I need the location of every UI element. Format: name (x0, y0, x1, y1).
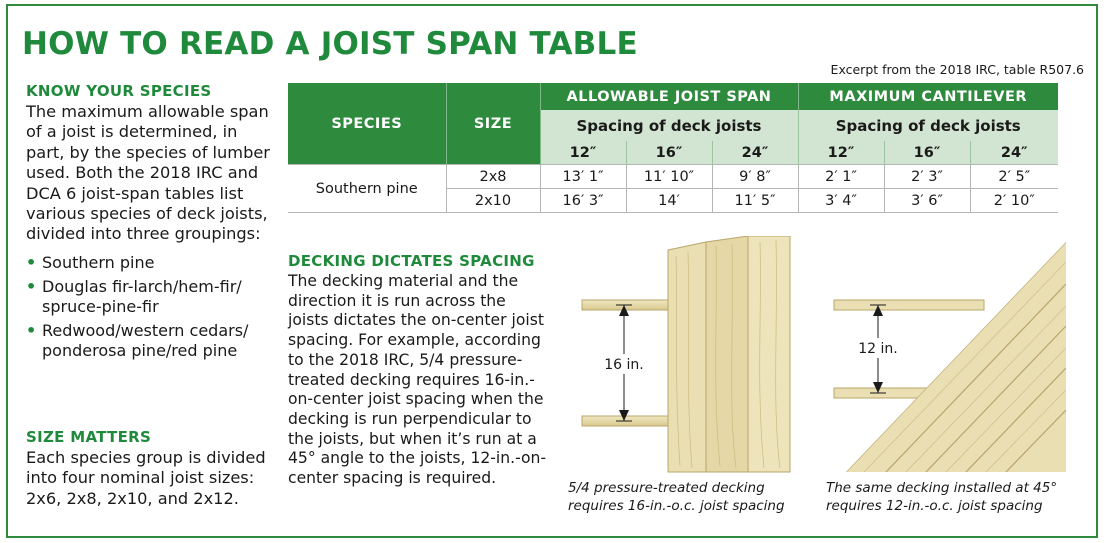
species-list (26, 253, 274, 361)
illustration-1-caption (568, 479, 785, 515)
table-cell: 2′ 3″ (884, 165, 970, 189)
table-cell: 11′ 10″ (626, 165, 712, 189)
table-cell: 9′ 8″ (712, 165, 798, 189)
table-cell: 2′ 1″ (798, 165, 884, 189)
diagonal-decking-illustration (826, 236, 1066, 474)
table-cell: 2′ 5″ (970, 165, 1058, 189)
caption-line: 5/4 pressure-treated decking (568, 480, 765, 496)
list-item: • Douglas fir-larch/hem-fir/ spruce-pine-fir (26, 277, 274, 317)
caption-line: The same decking installed at 45° (826, 480, 1058, 496)
decking-section (288, 252, 550, 489)
allowable-span-header: ALLOWABLE JOIST SPAN (540, 83, 798, 110)
perpendicular-decking-illustration (568, 236, 800, 474)
col-size-header: SIZE (446, 83, 540, 165)
table-cell: 14′ (626, 189, 712, 213)
know-species-heading: KNOW YOUR SPECIES (26, 82, 212, 100)
size-cell: 2x8 (446, 165, 540, 189)
caption-line: requires 12-in.-o.c. joist spacing (826, 498, 1043, 514)
joist-span-table (288, 83, 1058, 213)
max-cantilever-header: MAXIMUM CANTILEVER (798, 83, 1058, 110)
list-item: • Southern pine (26, 253, 274, 273)
table-cell: 16′ 3″ (540, 189, 626, 213)
table-cell: 2′ 10″ (970, 189, 1058, 213)
know-species-text: The maximum allowable span of a joist is determined, in part, by the species of lumber used. Both the 2018 IRC and DCA 6 joist-span tables list various species of deck joists, divided into three groupings: (26, 102, 270, 244)
cantilever-spacing-24: 24″ (970, 141, 1058, 165)
table-row (288, 165, 1058, 189)
size-matters-heading: SIZE MATTERS (26, 428, 152, 446)
source-note: Excerpt from the 2018 IRC, table R507.6 (830, 62, 1084, 77)
cantilever-spacing-16: 16″ (884, 141, 970, 165)
table-cell: 3′ 6″ (884, 189, 970, 213)
page-title: HOW TO READ A JOIST SPAN TABLE (22, 26, 638, 62)
size-matters-text: Each species group is divided into four nominal joist sizes: 2x6, 2x8, 2x10, and 2x12. (26, 448, 266, 508)
size-matters-section (26, 428, 274, 509)
decking-text: The decking material and the direction it is run across the joists dictates the on-center joist spacing. For example, according to the 2018 IRC, 5/4 pressure-treated decking requires 16-in.-on-center joist spacing when the decking is run perpendicular to the joists, but when it’s run at a 45° angle to the joists, 12-in.-on-center spacing is required. (288, 272, 547, 488)
caption-line: requires 16-in.-o.c. joist spacing (568, 498, 785, 514)
know-species-section (26, 82, 274, 365)
size-cell: 2x10 (446, 189, 540, 213)
spacing-dimension-label: 16 in. (604, 357, 644, 373)
col-species-header: SPECIES (288, 83, 446, 165)
decking-heading: DECKING DICTATES SPACING (288, 252, 535, 270)
spacing-dimension-label: 12 in. (858, 341, 898, 357)
cantilever-spacing-12: 12″ (798, 141, 884, 165)
span-spacing-16: 16″ (626, 141, 712, 165)
table-cell: 11′ 5″ (712, 189, 798, 213)
span-spacing-label: Spacing of deck joists (540, 110, 798, 141)
table-cell: 3′ 4″ (798, 189, 884, 213)
cantilever-spacing-label: Spacing of deck joists (798, 110, 1058, 141)
list-item: • Redwood/western cedars/ ponderosa pine/red pine (26, 321, 274, 361)
species-cell: Southern pine (288, 165, 446, 213)
table-cell: 13′ 1″ (540, 165, 626, 189)
span-spacing-24: 24″ (712, 141, 798, 165)
span-spacing-12: 12″ (540, 141, 626, 165)
illustration-2-caption (826, 479, 1057, 515)
